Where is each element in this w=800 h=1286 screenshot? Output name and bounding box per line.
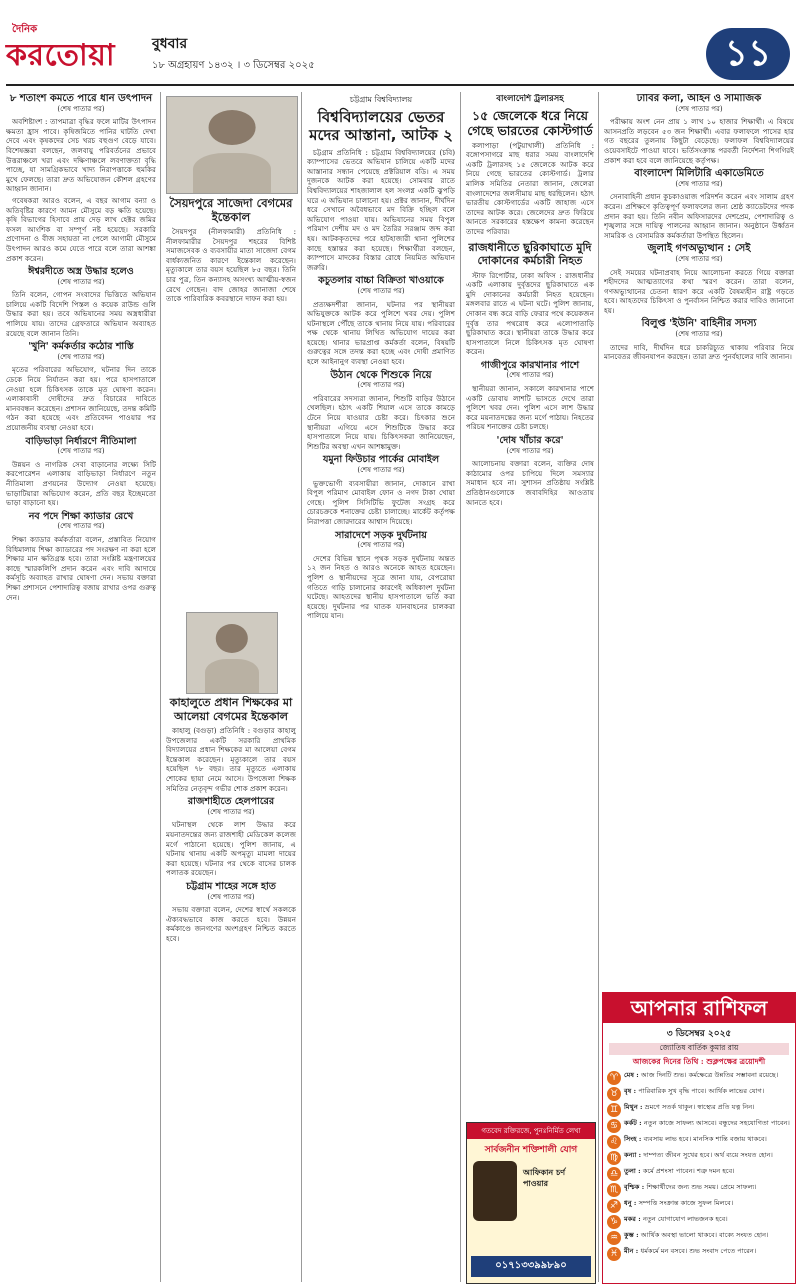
paragraph: আলোচনায় বক্তারা বলেন, ব্যক্তির দোষ কাঠামোর ওপর চাপিয়ে দিলে সমস্যার সমাধান হবে না। সুশাসন প্রতিষ্ঠায় সংশ্লিষ্ট প্রতিষ্ঠানগুলোকে জবাবদিহির আওতায় আনতে হবে। <box>466 459 594 507</box>
zodiac-forecast: দাম্পত্য জীবন সুখের হবে। অর্থ ব্যয়ে সংযত হোন। <box>643 1151 773 1159</box>
zodiac-sign-icon: ♓ <box>607 1247 621 1261</box>
lead-headline: বিশ্ববিদ্যালয়ের ভেতর মদের আস্তানা, আটক ২ <box>309 107 453 144</box>
headline: ঢাবির কলা, আইন ও সামাজিক <box>636 94 762 104</box>
column-divider <box>160 92 161 1282</box>
headline: সারাদেশে সড়ক দুর্ঘটনায় <box>335 529 427 541</box>
zodiac-sign-icon: ♉ <box>607 1087 621 1101</box>
paragraph: মৃতের পরিবারের অভিযোগ, ঘটনার দিন তাকে ডেকে নিয়ে নির্যাতন করা হয়। পরে হাসপাতালে নেওয়া হলে চিকিৎসক তাকে মৃত ঘোষণা করেন। এলাকাবাসী দোষীদের দ্রুত বিচারের দাবিতে মানববন্ধন করেছেন। প্রশাসন জানিয়েছে, তদন্ত কমিটি গঠন করা হয়েছে এবং প্রতিবেদন পাওয়ার পর প্রয়োজনীয় ব্যবস্থা নেওয়া হবে। <box>6 365 156 432</box>
paragraph: কলাপাড়া (পটুয়াখালী) প্রতিনিধি : বঙ্গোপসাগরে মাছ ধরার সময় বাংলাদেশি একটি ট্রলারসহ ১৫ জেলেকে আটক করে নিয়ে গেছে ভারতের কোস্টগার্ড। ট্রলার মালিক সমিতির নেতারা জানান, জেলেরা বাংলাদেশের জলসীমায় মাছ ধরছিলেন। হঠাৎ ভারতীয় কোস্টগার্ডের একটি জাহাজ এসে তাদের আটক করে। জেলেদের দ্রুত ফিরিয়ে আনতে সরকারের হস্তক্ষেপ কামনা করেছেন তাদের পরিবার। <box>466 140 594 236</box>
zodiac-name: ধনু : <box>624 1199 639 1207</box>
headline: বিলুপ্ত 'ইউনি' বাহিনীর সদস্য <box>641 318 757 330</box>
zodiac-entry <box>607 1215 791 1229</box>
paragraph: প্রত্যক্ষদর্শীরা জানান, ঘটনার পর স্থানীয়রা অভিযুক্তকে আটক করে পুলিশে খবর দেয়। পুলিশ ঘটনাস্থলে পৌঁছে তাকে থানায় নিয়ে যায়। পরিবারের পক্ষ থেকে থানায় লিখিত অভিযোগ দায়ের করা হয়েছে। থানার ভারপ্রাপ্ত কর্মকর্তা বলেন, বিষয়টি গুরুত্বের সঙ্গে তদন্ত করা হচ্ছে এবং দোষী প্রমাণিত হলে আইনানুগ ব্যবস্থা নেওয়া হবে। <box>307 299 455 367</box>
zodiac-sign-icon: ♏ <box>607 1183 621 1197</box>
continued-note: (শেষ পাতার পর) <box>506 371 554 380</box>
issue-day: বুধবার <box>152 36 188 52</box>
zodiac-list <box>603 1071 795 1261</box>
zodiac-entry <box>607 1087 791 1101</box>
ad-line: সার্বজনীন শক্তিশালী যোগ <box>484 1145 578 1155</box>
zodiac-text <box>624 1247 756 1261</box>
continued-note: (শেষ পাতার পর) <box>207 892 255 901</box>
headline: চট্টগ্রাম শাহের সঙ্গে হাত <box>186 880 276 892</box>
portrait-photo <box>186 612 278 694</box>
logo-name: করতোয়া <box>6 38 116 73</box>
zodiac-text <box>624 1087 764 1101</box>
zodiac-entry <box>607 1103 791 1117</box>
paragraph: তাদের দাবি, দীর্ঘদিন ধরে চাকরিচ্যুত থাকায় পরিবার নিয়ে মানবেতর জীবনযাপন করছেন। তারা দ্রুত পুনর্বহালের দাবি জানান। <box>604 342 794 362</box>
zodiac-sign-icon: ♑ <box>607 1215 621 1229</box>
zodiac-forecast: সম্পত্তি সংক্রান্ত কাজে সুফল মিলবে। <box>638 1199 734 1207</box>
continued-note: (শেষ পাতার পর) <box>57 447 105 456</box>
ad-line: গতবেদ রক্তিরজে, পুনঃনির্মিত লেখা <box>467 1123 595 1139</box>
paragraph: পরীক্ষায় অংশ নেন প্রায় ১ লাখ ১০ হাজার শিক্ষার্থী। এ বিষয়ে আসনপ্রতি লড়বেন ৫৩ জন শিক্ষার্থী। এবার ফলাফলে পাসের হার গত বছরের তুলনায় কিছুটা বেড়েছে। ফলাফল বিশ্ববিদ্যালয়ের ওয়েবসাইটে পাওয়া যাবে। ভর্তিসংক্রান্ত পরবর্তী নির্দেশনা শিগগিরই প্রকাশ করা হবে বলে জানিয়েছে কর্তৃপক্ষ। <box>604 117 794 165</box>
headline: ৮ শতাংশ কমতে পারে ধান উৎপাদন <box>9 94 153 104</box>
continued-note: (শেষ পাতার পর) <box>506 446 554 455</box>
horoscope-author: জ্যোতিষ বার্তিক কুমার রায় <box>609 1043 789 1055</box>
paragraph: চট্টগ্রাম প্রতিনিধি : চট্টগ্রাম বিশ্ববিদ্যালয়ের (চবি) ক্যাম্পাসের ভেতরে অভিযান চালিয়ে একটি মদের আস্তানার সন্ধান পেয়েছে প্রক্টরিয়াল বডি। এ সময় দুজনকে আটক করা হয়েছে। সোমবার রাতে বিশ্ববিদ্যালয়ের শাহজালাল হল সংলগ্ন একটি ঝুপড়ি ঘরে এ অভিযান চালানো হয়। প্রক্টর জানান, দীর্ঘদিন ধরে সেখানে অবৈধভাবে মদ বিক্রি হচ্ছিল বলে অভিযোগ পাওয়া যায়। অভিযানের সময় বিপুল পরিমাণ দেশীয় মদ ও মদ তৈরির সরঞ্জাম জব্দ করা হয়। আটককৃতদের পরে হাটহাজারী থানা পুলিশের কাছে হস্তান্তর করা হয়েছে। শিক্ষার্থীরা বলছেন, ক্যাম্পাসে মাদকের বিস্তার রোধে নিয়মিত অভিযান জরুরি। <box>307 147 455 272</box>
horoscope-box <box>602 992 796 1284</box>
headline: 'খুনি' কর্মকর্তার কঠোর শাস্তি <box>28 341 134 353</box>
column-5 <box>604 94 794 986</box>
paragraph: গবেষকরা আরও বলেন, এ বছর আগাম বন্যা ও অতিবৃষ্টির কারণে আমন মৌসুমে বড় ক্ষতি হয়েছে। কৃষি বিভাগের হিসাবে প্রায় দেড় লাখ হেক্টর জমির ফসল আংশিক বা সম্পূর্ণ নষ্ট হয়েছে। সরকারি প্রণোদনা ও বীজ সহায়তা না পেলে আগামী মৌসুমে উৎপাদন আরও কমে যেতে পারে বলে তারা আশঙ্কা প্রকাশ করেন। <box>6 195 156 263</box>
zodiac-entry <box>607 1247 791 1261</box>
column-3 <box>307 94 455 1282</box>
zodiac-sign-icon: ♋ <box>607 1119 621 1133</box>
zodiac-entry <box>607 1231 791 1245</box>
kicker: চট্টগ্রাম বিশ্ববিদ্যালয় <box>349 95 413 104</box>
continued-note: (শেষ পাতার পর) <box>207 807 255 816</box>
zodiac-entry <box>607 1151 791 1165</box>
zodiac-text <box>624 1215 728 1229</box>
zodiac-name: মেষ : <box>624 1071 641 1079</box>
zodiac-sign-icon: ♌ <box>607 1135 621 1149</box>
photo-face <box>216 624 248 653</box>
paragraph: উন্নয়ন ও নাগরিক সেবা বাড়ানোর লক্ষ্যে সিটি করপোরেশন এলাকায় বাড়িভাড়া নির্ধারণে নতুন নীতিমালা প্রণয়নের উদ্যোগ নেওয়া হয়েছে। ভাড়াটিয়ারা অভিযোগ করেন, প্রতি বছর ইচ্ছেমতো ভাড়া বাড়ানো হয়। <box>6 459 156 508</box>
photo-face <box>209 110 256 145</box>
zodiac-entry <box>607 1183 791 1197</box>
headline: কাহালুতে প্রধান শিক্ষকের মা আলেয়া বেগমের ইন্তেকাল <box>169 696 293 723</box>
zodiac-text <box>624 1199 733 1213</box>
continued-note: (শেষ পাতার পর) <box>675 330 723 339</box>
zodiac-text <box>624 1167 734 1181</box>
paragraph: দেশের বিভিন্ন স্থানে পৃথক সড়ক দুর্ঘটনায় অন্তত ১২ জন নিহত ও আরও অনেকে আহত হয়েছেন। পুলিশ ও স্থানীয়দের সূত্রে জানা যায়, বেপরোয়া গতিতে গাড়ি চালানোর কারণেই অধিকাংশ দুর্ঘটনা ঘটেছে। আহতদের স্থানীয় হাসপাতালে ভর্তি করা হয়েছে। দুর্ঘটনার পর ঘাতক যানবাহনের চালকরা পালিয়ে যান। <box>307 553 455 621</box>
paragraph: সৈয়দপুর (নীলফামারী) প্রতিনিধি : নীলফামারীর সৈয়দপুর শহরের বিশিষ্ট সমাজসেবক ও ব্যবসায়ীর মাতা সাজেদা বেগম বার্ধক্যজনিত কারণে ইন্তেকাল করেছেন। মৃত্যুকালে তার বয়স হয়েছিল ৮৫ বছর। তিনি চার পুত্র, তিন কন্যাসহ অসংখ্য আত্মীয়-স্বজন রেখে গেছেন। বাদ জোহর জানাজা শেষে তাকে পারিবারিক কবরস্থানে দাফন করা হয়। <box>166 227 296 304</box>
zodiac-forecast: আর্থিক অবস্থা ভালো থাকবে। বাক্যে সংযত হোন। <box>640 1231 769 1239</box>
zodiac-text <box>624 1151 773 1165</box>
ad-phone: ০১৭১৩৩৯৯৮৯০ <box>471 1256 591 1277</box>
continued-note: (শেষ পাতার পর) <box>57 104 105 113</box>
headline: ঈশ্বরদীতে অস্ত্র উদ্ধার হলেও <box>28 266 134 278</box>
zodiac-name: বৃষ : <box>624 1087 639 1095</box>
headline: নব পদে শিক্ষা ক্যাডার রেখে <box>28 510 134 522</box>
zodiac-text <box>624 1135 767 1149</box>
logo-small-text: দৈনিক <box>12 24 38 35</box>
headline: গাজীপুরে কারখানার পাশে <box>480 359 580 371</box>
column-2 <box>166 196 296 606</box>
zodiac-forecast: নতুন যোগাযোগ লাভজনক হবে। <box>642 1215 728 1223</box>
paragraph: সেনাবাহিনী প্রধান কুচকাওয়াজ পরিদর্শন করেন এবং সালাম গ্রহণ করেন। প্রশিক্ষণে কৃতিত্বপূর্ণ ফলাফলের জন্য শ্রেষ্ঠ ক্যাডেটদের পদক প্রদান করা হয়। তিনি নবীন অফিসারদের দেশপ্রেম, পেশাদারিত্ব ও শৃঙ্খলার সঙ্গে দায়িত্ব পালনের আহ্বান জানান। অনুষ্ঠানে উর্ধ্বতন সামরিক ও বেসামরিক কর্মকর্তারা উপস্থিত ছিলেন। <box>604 192 794 240</box>
paragraph: ঘটনাস্থল থেকে লাশ উদ্ধার করে ময়নাতদন্তের জন্য রাজশাহী মেডিকেল কলেজ মর্গে পাঠানো হয়েছে। পুলিশ জানায়, এ ঘটনায় থানায় একটি অপমৃত্যু মামলা দায়ের করা হয়েছে। ঘটনার পর থেকে বাসের চালক পলাতক রয়েছেন। <box>166 820 296 878</box>
continued-note: (শেষ পাতার পর) <box>57 277 105 286</box>
zodiac-name: সিংহ : <box>624 1135 644 1143</box>
zodiac-forecast: পারিবারিক সুখ বৃদ্ধি পাবে। আর্থিক লাভের যোগ। <box>638 1087 765 1095</box>
zodiac-text <box>624 1183 757 1197</box>
zodiac-sign-icon: ♎ <box>607 1167 621 1181</box>
zodiac-name: কন্যা : <box>624 1151 644 1159</box>
paragraph: পরিবারের সদস্যরা জানান, শিশুটি বাড়ির উঠানে খেলছিল। হঠাৎ একটি শিয়াল এসে তাকে কামড়ে টেনে নিয়ে যাওয়ার চেষ্টা করে। চিৎকার শুনে স্থানীয়রা এগিয়ে এসে শিশুটিকে উদ্ধার করে হাসপাতালে নিয়ে যায়। চিকিৎসকরা জানিয়েছেন, শিশুটির অবস্থা এখন আশঙ্কামুক্ত। <box>307 393 455 451</box>
zodiac-name: কর্কট : <box>624 1119 644 1127</box>
zodiac-forecast: ভ্রমণে সতর্ক থাকুন। স্বাস্থ্যের প্রতি যত্ন নিন। <box>644 1103 755 1111</box>
zodiac-sign-icon: ♊ <box>607 1103 621 1117</box>
zodiac-text <box>624 1071 778 1085</box>
paragraph: ভুক্তভোগী ব্যবসায়ীরা জানান, দোকানে রাখা বিপুল পরিমাণ মোবাইল ফোন ও নগদ টাকা খোয়া গেছে। পুলিশ সিসিটিভি ফুটেজ সংগ্রহ করে চোরচক্রকে শনাক্তের চেষ্টা চালাচ্ছে। মার্কেট কর্তৃপক্ষ নিরাপত্তা জোরদারের আশ্বাস দিয়েছে। <box>307 478 455 526</box>
column-4 <box>466 94 594 1116</box>
masthead <box>0 0 800 92</box>
column-divider <box>301 92 302 1282</box>
continued-note: (শেষ পাতার পর) <box>357 541 405 550</box>
zodiac-text <box>624 1119 790 1133</box>
zodiac-forecast: নতুন কাজে সাফল্য আসবে। বন্ধুদের সহযোগিতা পাবেন। <box>643 1119 790 1127</box>
photo-body <box>193 153 271 193</box>
masthead-rule <box>6 84 794 86</box>
paragraph: স্টাফ রিপোর্টার, ঢাকা অফিস : রাজধানীর একটি এলাকায় দুর্বৃত্তদের ছুরিকাঘাতে এক মুদি দোকানের কর্মচারী নিহত হয়েছেন। মঙ্গলবার রাতে এ ঘটনা ঘটে। পুলিশ জানায়, দোকান বন্ধ করে বাড়ি ফেরার পথে কয়েকজন দুর্বৃত্ত তার পথরোধ করে এলোপাতাড়ি ছুরিকাঘাত করে। স্থানীয়রা তাকে উদ্ধার করে হাসপাতালে নিলে চিকিৎসক মৃত ঘোষণা করেন। <box>466 270 594 357</box>
zodiac-entry <box>607 1135 791 1149</box>
lead-headline: ১৫ জেলেকে ধরে নিয়ে গেছে ভারতের কোস্টগার্ড <box>467 107 593 138</box>
zodiac-text <box>624 1103 755 1117</box>
photo-body <box>205 659 259 693</box>
headline: বাংলাদেশ মিলিটারি একাডেমিতে <box>634 168 764 180</box>
headline: জুলাই গণঅভ্যুত্থান : সেই <box>647 243 751 255</box>
zodiac-sign-icon: ♐ <box>607 1199 621 1213</box>
ad-product-name: আফিকান চর্ণ পাওয়ার <box>523 1167 566 1188</box>
column-divider <box>598 92 599 1282</box>
zodiac-forecast: কর্মে প্রশংসা পাবেন। শত্রু দমন হবে। <box>642 1167 735 1175</box>
portrait-photo <box>166 96 298 194</box>
zodiac-entry <box>607 1199 791 1213</box>
zodiac-sign-icon: ♍ <box>607 1151 621 1165</box>
continued-note: (শেষ পাতার পর) <box>675 254 723 263</box>
column-1 <box>6 94 156 1282</box>
zodiac-sign-icon: ♈ <box>607 1071 621 1085</box>
zodiac-forecast: আজ দিনটি শুভ। কর্মক্ষেত্রে উন্নতির সম্ভাবনা রয়েছে। <box>641 1071 779 1079</box>
paragraph: শিক্ষা ক্যাডার কর্মকর্তারা বলেন, প্রস্তাবিত নিয়োগ বিধিমালায় শিক্ষা ক্যাডারের পদ সংরক্ষণ না করা হলে শিক্ষার মান ক্ষতিগ্রস্ত হবে। তারা সংশ্লিষ্ট মন্ত্রণালয়ের কাছে স্মারকলিপি প্রদান করেন এবং দাবি আদায়ে কর্মসূচি অব্যাহত রাখার ঘোষণা দেন। সভায় বক্তারা শিক্ষা প্রশাসনে পেশাদারিত্ব বজায় রাখার ওপর গুরুত্ব দেন। <box>6 534 156 602</box>
horoscope-title: আপনার রাশিফল <box>603 993 795 1023</box>
headline: রাজধানীতে ছুরিকাঘাতে মুদি দোকানের কর্মচারী নিহত <box>468 240 592 268</box>
headline: উঠান থেকে শিশুকে নিয়ে <box>330 369 432 381</box>
paragraph: সভায় বক্তারা বলেন, দেশের স্বার্থে সকলকে ঐক্যবদ্ধভাবে কাজ করতে হবে। উন্নয়ন কর্মকাণ্ডে জনগণের অংশগ্রহণ নিশ্চিত করতে হবে। <box>166 905 296 943</box>
zodiac-name: বৃশ্চিক : <box>624 1183 647 1191</box>
column-divider <box>460 92 461 1282</box>
paragraph: স্থানীয়রা জানান, সকালে কারখানার পাশে একটি ডোবায় লাশটি ভাসতে দেখে তারা পুলিশে খবর দেন। পুলিশ এসে লাশ উদ্ধার করে ময়নাতদন্তের জন্য মর্গে পাঠায়। নিহতের পরিচয় শনাক্তের চেষ্টা চলছে। <box>466 384 594 432</box>
zodiac-sign-icon: ♒ <box>607 1231 621 1245</box>
continued-note: (শেষ পাতার পর) <box>357 381 405 390</box>
headline: সৈয়দপুরে সাজেদা বেগমের ইন্তেকাল <box>169 196 293 224</box>
paragraph: অবশিষ্টাংশ : তাপমাত্রা বৃদ্ধির ফলে মাটির উৎপাদন ক্ষমতা হ্রাস পাবে। কৃষিজমিতে পানির ঘাটতি দেখা দেবে এবং কৃষকদের সেচ খরচ বহুগুণ বেড়ে যাবে। বিশেষজ্ঞরা বলছেন, জলবায়ু পরিবর্তনের প্রভাবে উত্তরাঞ্চলে খরা এবং দক্ষিণাঞ্চলে লবণাক্ততা বৃদ্ধি পাচ্ছে, যা সামগ্রিকভাবে খাদ্য নিরাপত্তাকে হুমকির মুখে ফেলছে। তারা দ্রুত অভিযোজন কৌশল গ্রহণের আহ্বান জানান। <box>6 117 156 194</box>
continued-note: (শেষ পাতার পর) <box>675 179 723 188</box>
kicker: বাংলাদেশি ট্রলারসহ <box>496 94 564 104</box>
column-2-lower <box>166 696 296 1282</box>
paragraph: তিনি বলেন, গোপন সংবাদের ভিত্তিতে অভিযান চালিয়ে একটি বিদেশি পিস্তল ও কয়েক রাউন্ড গুলি উদ্ধার করা হয়। তবে অভিযানের সময় অস্ত্রধারীরা পালিয়ে যায়। তাদের গ্রেফতারে অভিযান অব্যাহত রয়েছে বলে জানান তিনি। <box>6 290 156 338</box>
paragraph: কাহালু (বগুড়া) প্রতিনিধি : বগুড়ার কাহালু উপজেলার একটি সরকারি প্রাথমিক বিদ্যালয়ের প্রধান শিক্ষকের মা আলেয়া বেগম ইন্তেকাল করেছেন। মৃত্যুকালে তার বয়স হয়েছিল ৭৮ বছর। তার মৃত্যুতে এলাকায় শোকের ছায়া নেমে আসে। উপজেলা শিক্ষক সমিতির নেতৃবৃন্দ গভীর শোক প্রকাশ করেন। <box>166 726 296 793</box>
horoscope-tithi: আজকের দিনের তিথি : শুক্লপক্ষের ত্রয়োদশী <box>632 1057 766 1066</box>
paragraph: সেই সময়ের ঘটনাপ্রবাহ নিয়ে আলোচনা করতে গিয়ে বক্তারা শহীদদের আত্মত্যাগের কথা স্মরণ করেন। তারা বলেন, গণঅভ্যুত্থানের চেতনা ধারণ করে একটি বৈষম্যহীন রাষ্ট্র গড়তে হবে। আহতদের চিকিৎসা ও পুনর্বাসন নিশ্চিত করার দাবিও জানানো হয়। <box>604 267 794 315</box>
headline: 'দোষ খাঁচার করে' <box>496 435 564 447</box>
page-number-badge: ১১ <box>706 28 790 80</box>
continued-note: (শেষ পাতার পর) <box>675 104 723 113</box>
zodiac-entry <box>607 1119 791 1133</box>
zodiac-name: তুলা : <box>624 1167 643 1175</box>
continued-note: (শেষ পাতার পর) <box>57 522 105 531</box>
zodiac-name: কুম্ভ : <box>624 1231 641 1239</box>
issue-date: ১৮ অগ্রহায়ণ ১৪৩২ । ৩ ডিসেম্বর ২০২৫ <box>152 60 315 71</box>
continued-note: (শেষ পাতার পর) <box>357 286 405 295</box>
headline: কচুতলার বাচ্চা বিক্রিতা খাওয়াকে <box>318 275 444 287</box>
headline: যমুনা ফিউচার পার্কের মোবাইল <box>322 454 440 466</box>
zodiac-entry <box>607 1167 791 1181</box>
advertisement <box>466 1122 596 1284</box>
newspaper-logo <box>6 22 144 72</box>
zodiac-forecast: শিক্ষার্থীদের জন্য শুভ সময়। প্রেমে সাফল্য। <box>646 1183 757 1191</box>
zodiac-entry <box>607 1071 791 1085</box>
horoscope-date: ৩ ডিসেম্বর ২০২৫ <box>666 1029 732 1039</box>
zodiac-name: মিথুন : <box>624 1103 645 1111</box>
zodiac-forecast: ব্যবসায় লাভ হবে। মানসিক শান্তি বজায় থাকবে। <box>643 1135 767 1143</box>
continued-note: (শেষ পাতার পর) <box>357 466 405 474</box>
zodiac-text <box>624 1231 768 1245</box>
headline: বাড়িভাড়া নির্ধারণে নীতিমালা <box>25 435 137 447</box>
zodiac-name: মকর : <box>624 1215 643 1223</box>
horse-logo-icon <box>473 1161 517 1221</box>
zodiac-forecast: ধর্মকর্মে মন বসবে। শুভ সংবাদ পেতে পারেন। <box>640 1247 757 1255</box>
headline: রাজশাহীতে হেলপারের <box>187 796 275 808</box>
zodiac-name: মীন : <box>624 1247 641 1255</box>
continued-note: (শেষ পাতার পর) <box>57 352 105 361</box>
